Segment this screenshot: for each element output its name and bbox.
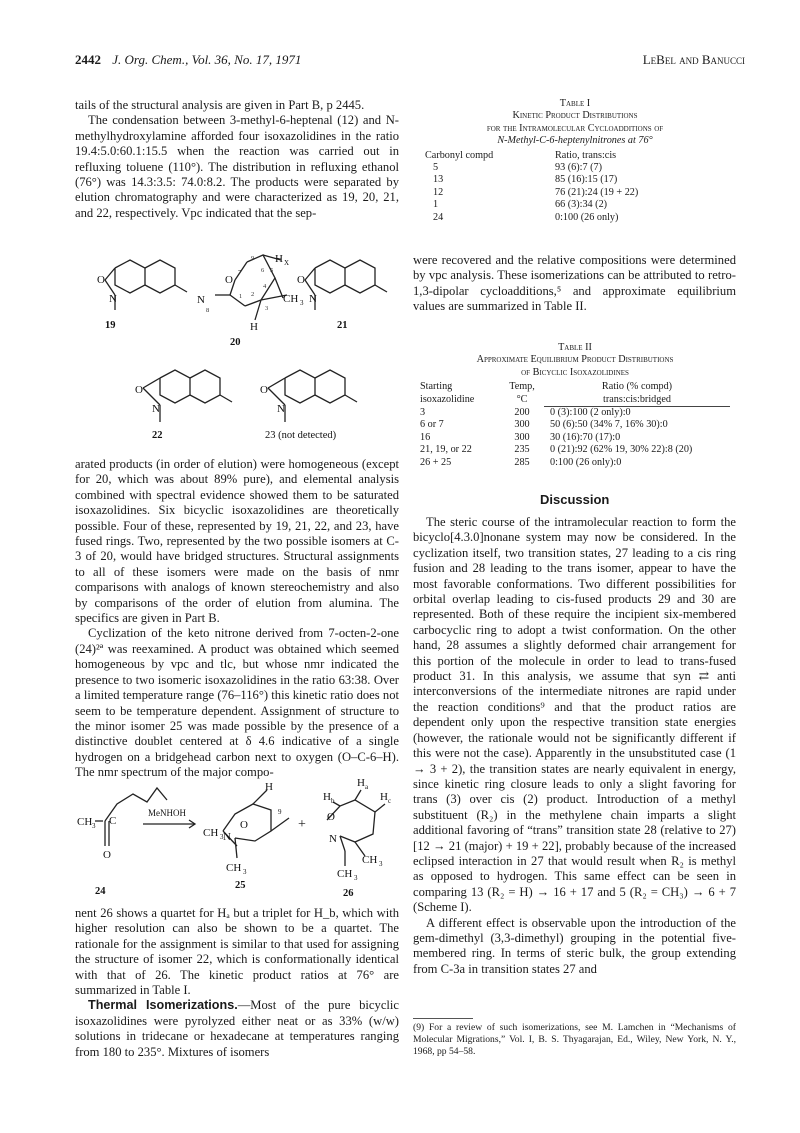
atom-label-o: O — [97, 274, 105, 286]
table-title: Table II — [558, 342, 592, 353]
locant: 7 — [238, 269, 242, 276]
methyl-label: CH — [362, 854, 378, 866]
column-header: Carbonyl compd — [425, 149, 494, 161]
table-row: 21, 19, or 22 235 0 (21):92 (62% 19, 30% 22):8 (20) — [420, 444, 693, 456]
atom-label-n: N — [329, 833, 337, 845]
table-caption: Approximate Equilibrium Product Distributions — [476, 354, 674, 366]
atom-label-n: N — [277, 403, 285, 415]
locant: 4 — [263, 283, 267, 290]
atom-label-o: O — [327, 811, 335, 823]
compound-label-24: 24 — [95, 886, 106, 897]
atom-label-o: O — [225, 274, 233, 286]
right-column-discussion — [413, 515, 736, 977]
subscript: 3 — [379, 860, 383, 868]
locant: 2 — [251, 291, 255, 298]
isoxazolidine-structures-figure — [75, 250, 405, 455]
table-2 — [420, 342, 730, 469]
table-row: 24 0:100 (26 only) — [433, 211, 619, 223]
locant: 6 — [261, 267, 265, 274]
table-body — [420, 381, 730, 469]
column-header: isoxazolidine — [420, 393, 475, 405]
compound-label-19: 19 — [105, 320, 116, 331]
column-header: Starting — [420, 381, 453, 393]
subscript-c: c — [388, 797, 392, 805]
author-header: LeBel and Banucci — [642, 52, 745, 67]
table-caption: Kinetic Product Distributions — [512, 110, 638, 122]
atom-label-n: N — [223, 831, 231, 843]
plus-sign: + — [298, 817, 306, 832]
table-row: 3 200 0 (3):100 (2 only):0 — [420, 406, 631, 419]
table-caption: N-Methyl-C-6-heptenylnitrones at 76° — [497, 135, 653, 147]
column-header: trans:cis:bridged — [544, 394, 730, 407]
compound-label-26: 26 — [343, 888, 354, 899]
methyl-label: CH — [226, 862, 242, 874]
paragraph: nent 26 shows a quartet for Hₐ but a triplet for H_b, which with higher resolution can also be shown to be a quartet. The rationale for the assignment is similar to that used for assigning the structure of isomer 22, which is conformationally identical with that of 26. The kinetic product ratios at 76° are summarized in Table I. — [75, 906, 399, 998]
table-row: 13 85 (16):15 (17) — [433, 174, 618, 186]
compound-label-23: 23 (not detected) — [265, 430, 337, 441]
atom-label-n: N — [309, 293, 317, 305]
column-header: Ratio (% compd) — [601, 381, 673, 393]
footnote: (9) For a review of such isomerizations, see M. Lamchen in “Mechanisms of Molecular Migrations,” Vol. I, B. S. Thyagarajan, Ed., Wiley, New York, N. Y., 1968, pp 54–58. — [413, 1022, 736, 1057]
compound-label-20: 20 — [230, 337, 241, 348]
paragraph — [75, 998, 399, 1060]
table-row: 26 + 25 285 0:100 (26 only):0 — [420, 456, 622, 468]
paragraph: arated products (in order of elution) were homogeneous (except for 20, which was about 89% pure), and elemental analysis combined with spectral evidence showed them to be saturated isoxazolidines. Six bicyclic isoxazolidines are theoretically possible. Four of these, represented by 19, 21, 22, and 23, have fused rings. Two, represented by the two possible isomers at C-3 of 20, would have bridged structures. Structural assignments to all of these isomers were made on the basis of nmr comparisons with analogs of known stereochemistry and also by comparisons of the order of elution from alumina. The specifics are given in Part B. — [75, 457, 399, 626]
right-column-top — [413, 253, 736, 315]
subscript-3: 3 — [300, 299, 304, 307]
column-header: Ratio, trans:cis — [555, 149, 617, 161]
locant: 3 — [265, 305, 269, 312]
table-1 — [425, 98, 725, 224]
atom-label-n: N — [197, 294, 205, 306]
locant: 5 — [270, 267, 274, 274]
keto-oxygen-label: O — [103, 849, 111, 861]
left-column-top — [75, 98, 399, 221]
paragraph: Cyclization of the keto nitrone derived from 7-octen-2-one (24)²ª was reexamined. A product was obtained which seemed homogeneous by vpc and tlc, but whose nmr indicated the presence to two isomeric isoxazolidines in the ratio 63:38. Over a limited temperature range (76–116°) this kinetic ratio does not seem to be temperature dependent. Assignment of structure to the minor isomer 25 was made possible by the presence of a distinctive doublet centered at δ 4.6 indicative of a single hydrogen on a bridgehead carbon next to oxygen (O–C-6–H). The nmr spectrum of the major compo- — [75, 626, 399, 780]
running-header — [75, 52, 301, 68]
ha-label: H — [357, 777, 365, 789]
column-header: °C — [516, 393, 528, 405]
methyl-label: CH — [337, 868, 353, 880]
paragraph: The condensation between 3-methyl-6-heptenal (12) and N-methylhydroxylamine afforded four isoxazolidines in the ratio 19.4:5.0:60.1:15.5 when the reaction was carried out in refluxing toluene (110°). The distribution in refluxing ethanol (76°) was 14.3:3.5: 74.0:8.2. The products were separated by elution chromatography and were characterized as 19, 20, 21, and 22, respectively. Vpc indicated that the sep- — [75, 113, 399, 220]
locant: 1 — [239, 293, 243, 300]
methyl-label: CH — [203, 827, 219, 839]
left-column-bottom — [75, 906, 399, 1060]
subscript: 3 — [220, 833, 224, 841]
hb-label: H — [323, 791, 331, 803]
paragraph: The steric course of the intramolecular reaction to form the bicyclo[4.3.0]nonane system may now be considered. In the cyclization itself, two transition states, 27 leading to a cis ring fusion and 28 leading to the trans isomer, appear to have the most favorable conformations. Two different possibilities for orbital overlap leading to cis-fused products 29 and 30 are represented. Both of these require the incipient six-membered carbocyclic ring to adopt a twist conformation. On the other hand, 28 assumes a slightly deformed chair arrangement for this portion of the molecule in order to lead to trans-fused product 31. In this analysis, we assume that syn ⇄ anti interconversions of the intermediate nitrones are rapid under the reaction conditions⁹ and that the product ratios are dependent only upon the respective transition state energies (however, the rationale would not be significantly different if this were not the case). Apparently in the unsubstituted case (1 → 3 + 2), the transition states are nearly equivalent in energy, since kinetic ring closure leads to only a slight favoring for trans (3) over cis (2) product. Introduction of a methyl substituent (R₂) in the methylene chain imparts a slight additional favoring of “trans” transition state 28 (relative to 27) [12 → 21 (major) + 19 + 22], probably because of the increased eclipsed interaction in 27 that would result when R₂ is methyl as opposed to hydrogen. This same effect can be seen in comparing 13 (R₂ = H) → 16 + 17 and 5 (R₂ = CH₃) → 6 + 7 (Scheme I). — [413, 515, 736, 915]
locant: 9 — [278, 808, 282, 816]
subscript-x: X — [284, 259, 290, 267]
compound-label-22: 22 — [152, 430, 163, 441]
ch2-label: CH — [77, 816, 93, 828]
atom-label-hx: H — [275, 253, 283, 265]
paragraph: A different effect is observable upon the introduction of the gem-dimethyl (3,3-dimethyl) grouping in the potential five-membered ring. In terms of steric bulk, the group extending from C-3a in transition states 27 and — [413, 915, 736, 976]
atom-label-n: N — [109, 293, 117, 305]
atom-label-h: H — [265, 781, 273, 793]
cyclization-scheme-figure — [75, 776, 405, 901]
table-row: 1 66 (3):34 (2) — [433, 199, 608, 211]
table-caption: for the Intramolecular Cycloadditions of — [486, 122, 664, 134]
paragraph: were recovered and the relative compositions were determined by vpc analysis. These isomerizations can be attributed to retro-1,3-dipolar cycloadditions,⁵ and approximate equilibrium values are summarized in Table II. — [413, 253, 736, 314]
paragraph-text: —Most of the pure bicyclic isoxazolidines were pyrolyzed either neat or as 33% (w/w) solutions in tridecane or hexadecane at temperatures ranging from 180 to 235°. Mixtures of isomers — [75, 998, 399, 1059]
locant: 9 — [251, 255, 255, 262]
page-number: 2442 — [75, 52, 101, 67]
hc-label: H — [380, 791, 388, 803]
locant: 8 — [206, 307, 210, 314]
journal-citation: J. Org. Chem., Vol. 36, No. 17, 1971 — [112, 52, 302, 67]
section-run-in-heading: Thermal Isomerizations. — [88, 998, 238, 1013]
compound-label-21: 21 — [337, 320, 348, 331]
left-column-middle — [75, 457, 399, 781]
atom-label-o: O — [135, 384, 143, 396]
section-heading-discussion: Discussion — [540, 492, 610, 507]
subscript: 3 — [243, 868, 247, 876]
subscript: 3 — [92, 822, 96, 830]
table-row: 6 or 7 300 50 (6):50 (34% 7, 16% 30):0 — [420, 419, 668, 431]
column-header: Temp, — [509, 381, 535, 393]
footnote-rule — [413, 1018, 473, 1019]
atom-label-o: O — [260, 384, 268, 396]
atom-label-o: O — [240, 819, 248, 831]
table-row: 12 76 (21):24 (19 + 22) — [433, 186, 639, 198]
methyl-label: CH — [283, 293, 299, 305]
subscript-a: a — [365, 783, 369, 791]
table-caption: of Bicyclic Isoxazolidines — [521, 366, 629, 378]
table-title: Table I — [559, 98, 591, 109]
subscript: 3 — [354, 874, 358, 882]
carbonyl-carbon-label: C — [109, 815, 117, 827]
table-row: 5 93 (6):7 (7) — [433, 162, 602, 174]
table-body — [425, 150, 725, 224]
subscript-b: b — [331, 797, 335, 805]
paragraph: tails of the structural analysis are given in Part B, p 2445. — [75, 98, 365, 112]
atom-label-o: O — [297, 274, 305, 286]
atom-label-h: H — [250, 321, 258, 333]
compound-label-25: 25 — [235, 880, 246, 891]
atom-label-n: N — [152, 403, 160, 415]
table-row: 16 300 30 (16):70 (17):0 — [420, 431, 621, 443]
reagent-label: MeNHOH — [148, 808, 186, 818]
